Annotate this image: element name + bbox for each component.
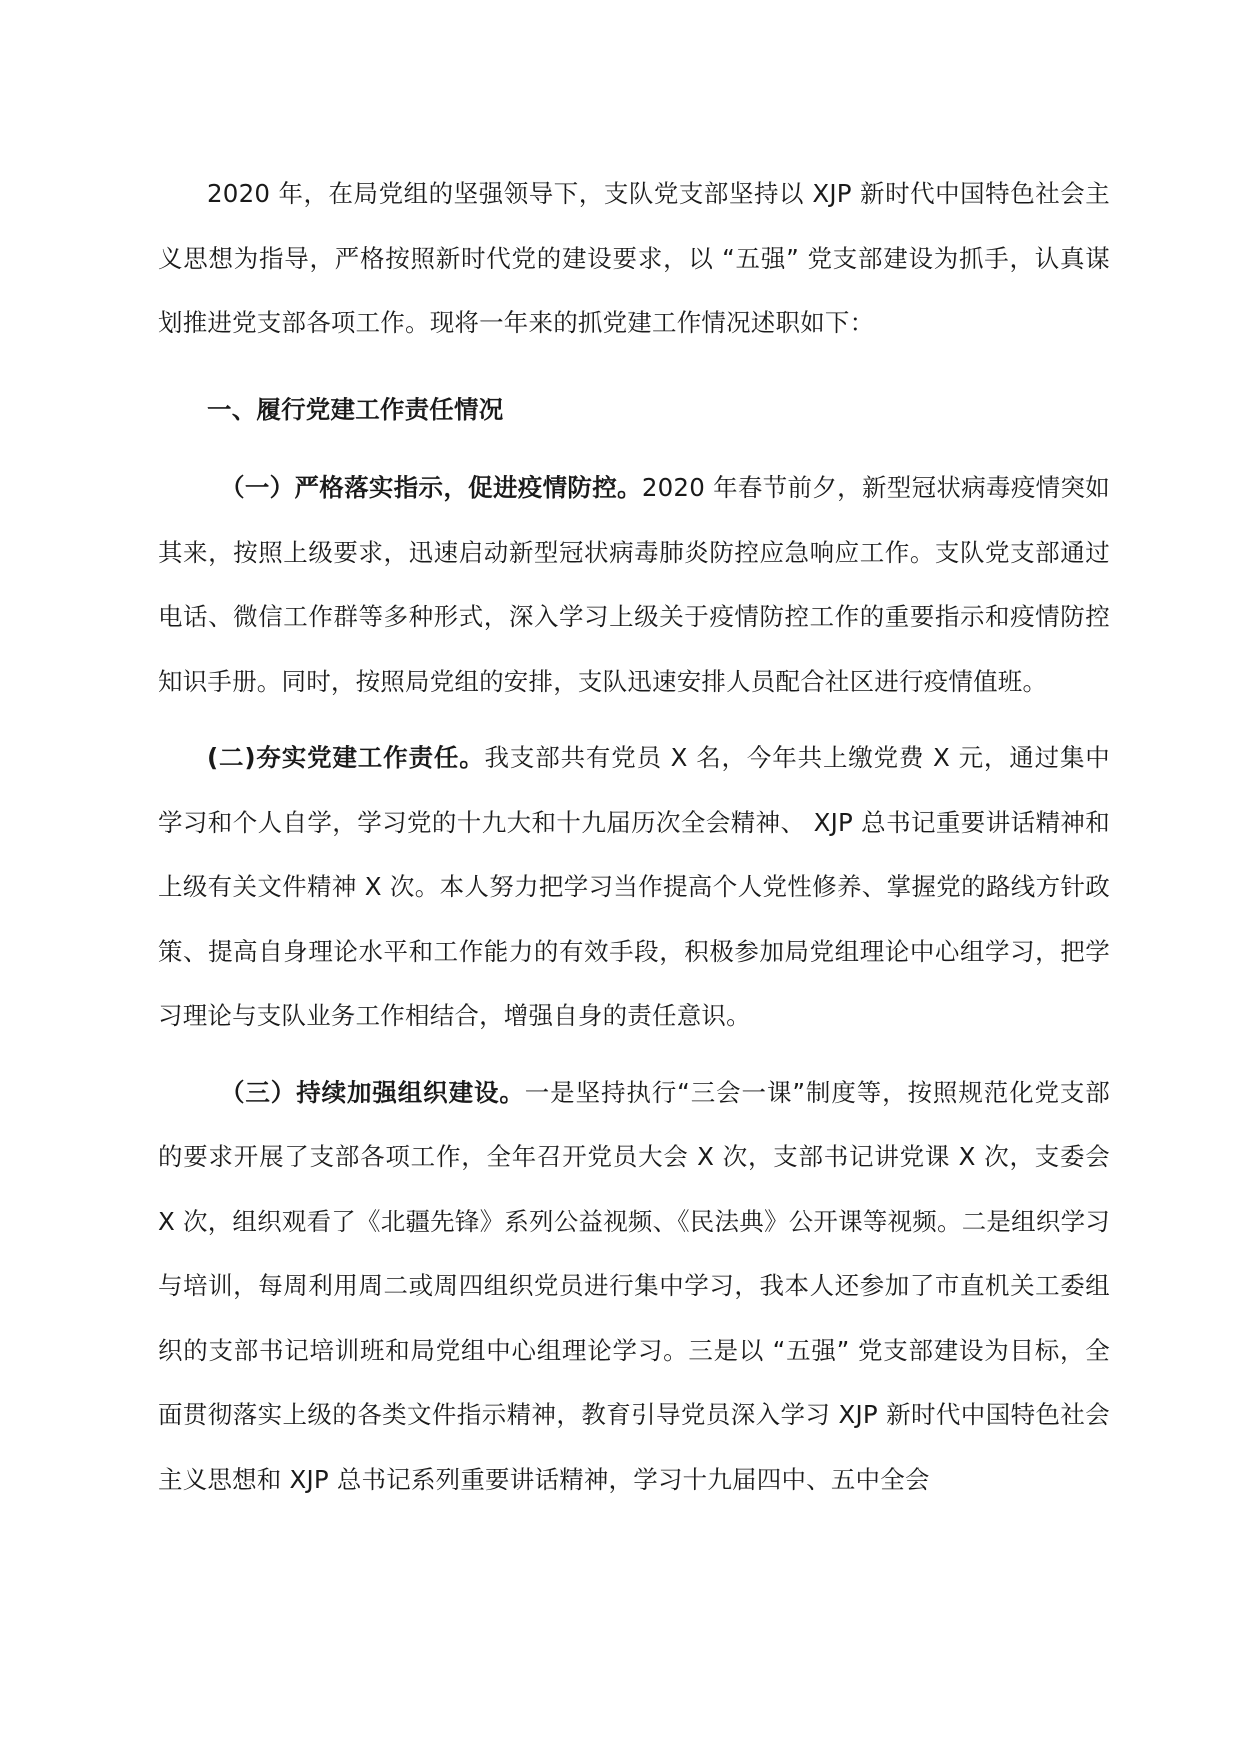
item-paragraph-1 — [158, 456, 1110, 714]
item-paragraph-2 — [158, 726, 1110, 1049]
item-lead-3: （三）持续加强组织建设。 — [220, 1077, 525, 1107]
item-paragraph-3 — [158, 1061, 1110, 1513]
item-body-2: 我支部共有党员 X 名，今年共上缴党费 X 元，通过集中学习和个人自学，学习党的十九大和十九届历次全会精神、 XJP 总书记重要讲话精神和上级有关文件精神 X 次。本人努力把学习当作提高个人党性修养、掌握党的路线方针政策、提高自身理论水平和工作能力的有效手段，积极参加局党组理论中心组学习，把学习理论与支队业务工作相结合，增强自身的责任意识。 — [158, 743, 1110, 1030]
intro-paragraph: 2020 年，在局党组的坚强领导下，支队党支部坚持以 XJP 新时代中国特色社会主义思想为指导，严格按照新时代党的建设要求，以 “五强” 党支部建设为抓手，认真谋划推进党支部各项工作。现将一年来的抓党建工作情况述职如下： — [158, 179, 1110, 337]
item-body-1: 2020 年春节前夕，新型冠状病毒疫情突如其来，按照上级要求，迅速启动新型冠状病毒肺炎防控应急响应工作。支队党支部通过电话、微信工作群等多种形式，深入学习上级关于疫情防控工作的重要指示和疫情防控知识手册。同时，按照局党组的安排，支队迅速安排人员配合社区进行疫情值班。 — [158, 473, 1110, 696]
section-heading: 一、履行党建工作责任情况 — [207, 394, 504, 424]
item-body-3: 一是坚持执行“三会一课”制度等，按照规范化党支部的要求开展了支部各项工作，全年召开党员大会 X 次，支部书记讲党课 X 次，支委会 X 次，组织观看了《北疆先锋》系列公益视频、《民法典》公开课等视频。二是组织学习与培训，每周利用周二或周四组织党员进行集中学习，我本人还参加了市直机关工委组织的支部书记培训班和局党组中心组理论学习。三是以 “五强” 党支部建设为目标，全面贯彻落实上级的各类文件指示精神，教育引导党员深入学习 XJP 新时代中国特色社会主义思想和 XJP 总书记系列重要讲话精神，学习十九届四中、五中全会 — [158, 1077, 1111, 1494]
item-lead-1: （一）严格落实指示，促进疫情防控。 — [220, 473, 642, 502]
item-lead-2: (二)夯实党建工作责任。 — [207, 743, 485, 772]
document-body — [158, 162, 1110, 1512]
